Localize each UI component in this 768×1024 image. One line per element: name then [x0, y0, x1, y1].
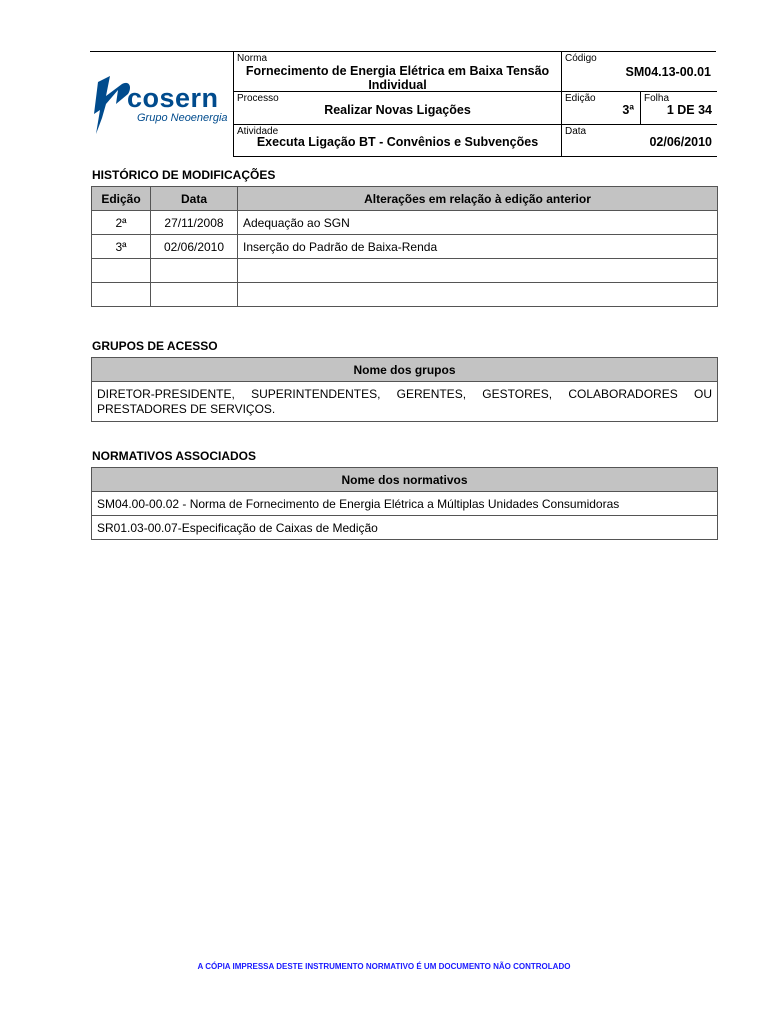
codigo-value: SM04.13-00.01 — [625, 65, 711, 79]
atividade-label: Atividade — [237, 126, 279, 137]
historico-title: HISTÓRICO DE MODIFICAÇÕES — [92, 168, 276, 182]
col-alteracoes: Alterações em relação à edição anterior — [238, 187, 718, 211]
folha-cell — [641, 92, 717, 124]
norma-cell — [234, 52, 561, 91]
grupos-title: GRUPOS DE ACESSO — [92, 339, 218, 353]
folha-value: 1 DE 34 — [666, 103, 712, 117]
norma-label: Norma — [237, 53, 268, 64]
grupos-header-row — [92, 358, 718, 382]
historico-header-row — [92, 187, 718, 211]
normativos-title: NORMATIVOS ASSOCIADOS — [92, 449, 257, 463]
normativo-item: SR01.03-00.07-Especificação de Caixas de Medição — [92, 516, 718, 540]
logo-wordmark: cosern — [127, 83, 219, 113]
atividade-value: Executa Ligação BT - Convênios e Subvenções — [256, 135, 539, 149]
logo-subtitle: Grupo Neoenergia — [137, 112, 228, 124]
atividade-cell — [234, 125, 561, 156]
data-cell — [562, 125, 717, 156]
table-row — [92, 211, 718, 235]
cell-data — [151, 259, 238, 283]
processo-cell — [234, 92, 561, 124]
table-row — [92, 382, 718, 422]
normativos-header-row — [92, 468, 718, 492]
data-value: 02/06/2010 — [649, 135, 712, 149]
table-row — [92, 492, 718, 516]
cell-data — [151, 283, 238, 307]
norma-value-line2: Individual — [368, 78, 427, 92]
cell-edicao: 3ª — [92, 235, 151, 259]
cell-alteracoes: Adequação ao SGN — [238, 211, 718, 235]
table-row — [92, 516, 718, 540]
footer-disclaimer: A CÓPIA IMPRESSA DESTE INSTRUMENTO NORMATIVO É UM DOCUMENTO NÃO CONTROLADO — [197, 962, 571, 971]
col-nome-normativos: Nome dos normativos — [92, 468, 718, 492]
data-label: Data — [565, 126, 587, 137]
company-logo — [90, 52, 233, 156]
processo-label: Processo — [237, 93, 279, 104]
col-data: Data — [151, 187, 238, 211]
processo-value: Realizar Novas Ligações — [324, 103, 471, 117]
normativos-table — [91, 467, 718, 540]
grupos-table — [91, 357, 718, 422]
lightning-logo-icon — [92, 74, 132, 136]
cell-edicao — [92, 259, 151, 283]
table-row — [92, 235, 718, 259]
edicao-label: Edição — [565, 93, 596, 104]
cell-data: 02/06/2010 — [151, 235, 238, 259]
cell-edicao: 2ª — [92, 211, 151, 235]
cell-edicao — [92, 283, 151, 307]
edicao-value: 3ª — [622, 103, 634, 117]
norma-value-line1: Fornecimento de Energia Elétrica em Baixa Tensão — [245, 64, 550, 78]
historico-table — [91, 186, 718, 307]
col-edicao: Edição — [92, 187, 151, 211]
codigo-label: Código — [565, 53, 597, 64]
cell-alteracoes — [238, 283, 718, 307]
edicao-cell — [562, 92, 640, 124]
table-row — [92, 283, 718, 307]
document-header — [90, 51, 716, 156]
cell-data: 27/11/2008 — [151, 211, 238, 235]
codigo-cell — [562, 52, 717, 91]
norma-value — [234, 64, 561, 92]
table-row — [92, 259, 718, 283]
folha-label: Folha — [644, 93, 670, 104]
grupos-text: DIRETOR-PRESIDENTE, SUPERINTENDENTES, GERENTES, GESTORES, COLABORADORES OU PRESTADORES DE SERVIÇOS. — [92, 382, 718, 422]
header-grid — [233, 52, 717, 157]
normativo-item: SM04.00-00.02 - Norma de Fornecimento de Energia Elétrica a Múltiplas Unidades Consumidoras — [92, 492, 718, 516]
col-nome-grupos: Nome dos grupos — [92, 358, 718, 382]
cell-alteracoes: Inserção do Padrão de Baixa-Renda — [238, 235, 718, 259]
cell-alteracoes — [238, 259, 718, 283]
